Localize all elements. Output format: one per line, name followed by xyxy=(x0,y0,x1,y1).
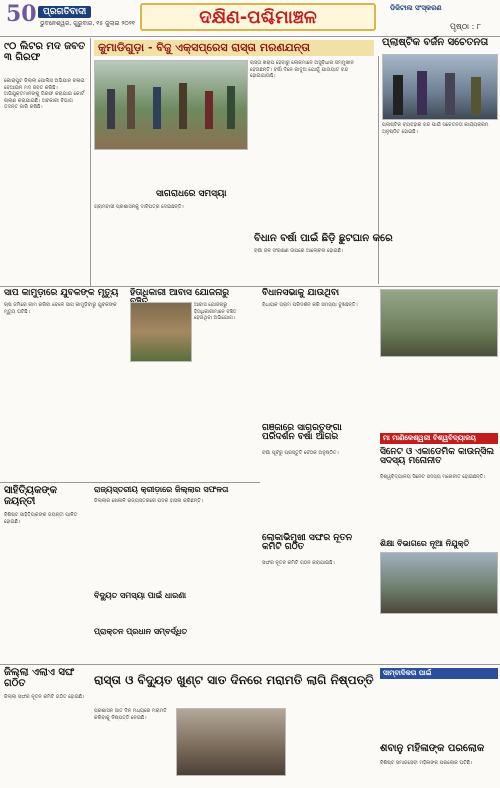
edition-label: ଡିଜିଟାଲ ସଂସ୍କରଣ xyxy=(390,4,442,12)
headline-plastic-ban: ପ୍ଲାଷ୍ଟିକ ବର୍ଜନ ସଚେତନତା xyxy=(382,37,489,48)
headline-literary: ସାହିତ୍ୟିକଙ୍କ ଜୟନ୍ତୀ xyxy=(4,485,58,507)
photo-plastic-awareness xyxy=(382,54,498,120)
article-body-committee xyxy=(262,560,374,620)
article-text: ବିଧାୟକ ଗ୍ରାମ ପରିଦର୍ଶନ କରି ସମସ୍ୟା ବୁଝିଛନ୍ତି। xyxy=(262,302,358,308)
row-rule xyxy=(0,286,500,287)
article-text: ବିଶ୍ୱବିଦ୍ୟାଳୟ ସିନେଟ ସଦସ୍ୟ ମନୋନୀତ ହୋଇଛନ୍ତି। xyxy=(380,474,486,480)
headline-felicitation: ପ୍ରାକ୍ତନ ପ୍ରଧାନ ସମ୍ବର୍ଦ୍ଧିତ xyxy=(94,627,188,636)
article-text: ଜିଲ୍ଲା ସଙ୍ଘର ନୂତନ କମିଟି ଗଠିତ ହୋଇଛି। xyxy=(4,694,85,700)
person-figure xyxy=(205,91,213,129)
newspaper-name: ପ୍ରଗତିବାଦୀ xyxy=(38,6,91,18)
article-text: ଚାଷ ଜମିରେ କାମ କରିବା ବେଳେ ସାପ କାମୁଡ଼ିବାରୁ ଯୁବକଙ୍କ ମୃତ୍ୟୁ ଘଟିଛି। xyxy=(4,302,117,315)
article-text: ବର୍ଷା ପୂର୍ବରୁ ପ୍ରସ୍ତୁତି ବୈଠକ ଅନୁଷ୍ଠିତ। xyxy=(262,450,339,456)
person-figure xyxy=(153,87,161,129)
article-text: କୋରାପୁଟ ଜିଲ୍ଲା ପୋଲିସ ଅଭିଯାନ ଚଳାଇ ବେଆଇନ ମଦ ଜବତ କରିଛି। ଅଭିଯୁକ୍ତମାନଙ୍କୁ ଗିରଫ କରାଯାଇ କୋର୍ଟ ଚାଲାଣ କରାଯାଇଛି। ଅବକାରୀ ବିଭାଗ ତଦନ୍ତ ଜାରି ରଖିଛି। xyxy=(4,78,85,110)
headline-assembly: ବିଧାନସଭାକୁ ଯାଉଥିବା xyxy=(262,288,340,298)
photo-assembly-meeting xyxy=(380,289,498,357)
headline-university: ମା ମାଣିକେଶ୍ୱରୀ ବିଶ୍ୱବିଦ୍ୟାଳୟ xyxy=(380,433,498,444)
person-figure xyxy=(471,77,481,115)
photo-meeting-hall xyxy=(176,708,286,776)
person-figure xyxy=(179,83,187,129)
headline-sports: ରାଜ୍ୟସ୍ତରୀୟ କ୍ରୀଡ଼ାରେ ଜିଲ୍ଲାର ସଫଳତା xyxy=(94,485,229,494)
article-text: ପ୍ଲାଷ୍ଟିକ ବ୍ୟବହାର ବନ୍ଦ ପାଇଁ ସଚେତନତା କାର୍ଯ୍ୟକ୍ରମ ଅନୁଷ୍ଠିତ ହୋଇଛି। xyxy=(382,122,489,135)
person-figure xyxy=(445,73,455,115)
dateline: ଭୁବନେଶ୍ୱର, ଗୁରୁବାର, ୧୫ ଜୁଲାଇ ୨୦୨୧ xyxy=(40,20,135,27)
article-text: ବର୍ଷା ଜଳ ସଂରକ୍ଷଣ ଉପରେ ଆଲୋଚନା ହୋଇଛି। xyxy=(254,248,344,254)
article-body-housing xyxy=(194,302,254,482)
article-body-snakebite xyxy=(4,302,124,482)
headline-rain-visit: ଗଞ୍ଜାରେ ସାଗରତୁଙ୍ଗା ପରିଦର୍ଶନ ବର୍ଷା ଆଗର xyxy=(262,423,342,443)
headline-power: ବିଦ୍ୟୁତ ସମସ୍ୟା ପାଇଁ ଧାରଣା xyxy=(94,591,187,600)
headline-district-union: ଜିଲ୍ଲା ଏଲାଏ ସଙ୍ଘ ଗଠିତ xyxy=(4,667,75,689)
column-divider xyxy=(90,38,91,286)
article-body-obituary xyxy=(380,760,498,786)
article-text: ବିଶିଷ୍ଟ ସାହିତ୍ୟିକଙ୍କ ଜୟନ୍ତୀ ପାଳିତ ହୋଇଛି। xyxy=(4,512,78,525)
article-body-senate xyxy=(380,474,498,534)
article-body-road-repair xyxy=(94,708,174,784)
article-text: ରାସ୍ତା ଖରାପ ହେବାରୁ ଲୋକମାନେ ଅସୁବିଧାର ସମ୍ମୁଖୀନ ହେଉଛନ୍ତି। ବର୍ଷା ଦିନେ କାଦୁଅ ଯୋଗୁଁ ଯାତାୟାତ ବନ୍ଦ ହୋଇଯାଉଛି। xyxy=(250,60,354,79)
article-body-road xyxy=(250,60,374,230)
row-rule xyxy=(0,482,260,483)
headline-senate: ସିନେଟ ଓ ଏକାଡେମିକ କାଉନ୍ସିଲ ସଦସ୍ୟ ମନୋନୀତ xyxy=(380,447,495,467)
person-figure xyxy=(417,71,427,115)
article-text: ସଙ୍ଘର ନୂତନ କମିଟି ଗଠନ କରାଯାଇଛି। xyxy=(262,560,335,566)
headline-lead-road: କୁମାଡିଗୁଡ଼ା - ବିଜୁ ଏକ୍ସପ୍ରେସ ରାସ୍ତା ମରଣଯନ୍ତା xyxy=(94,40,374,56)
article-body-rain-visit xyxy=(262,450,374,530)
page-number: ପୃଷ୍ଠା : ୮ xyxy=(450,22,482,31)
section-banner: ଦକ୍ଷିଣ-ପଶ୍ଚିମାଞ୍ଚଳ xyxy=(140,3,376,31)
headline-obituary: ଶବାନୁ ମହିଳାଙ୍କ ପରଲୋକ xyxy=(380,743,485,754)
article-body-sports xyxy=(94,498,258,588)
person-figure xyxy=(227,86,235,129)
anniversary-logo: 50 xyxy=(6,1,37,27)
person-figure xyxy=(107,89,115,129)
headline-snakebite: ସାପ କାମୁଡ଼ାରେ ଯୁବକଙ୍କ ମୃତ୍ୟୁ xyxy=(4,288,119,298)
headline-rain-session: ବିଧାନ ବର୍ଷା ପାଇଁ ଛିଡ଼ି ଛୁଟଘାନ କରେ xyxy=(254,233,393,244)
masthead xyxy=(0,0,500,36)
article-body-literary xyxy=(4,512,88,662)
article-body-assembly xyxy=(262,302,372,422)
headline-housing: ହିତାଧିକାରୀ ଆବାସ ଯୋଜନାରୁ xyxy=(130,288,230,298)
article-text: ଗ୍ରାମବାସୀ ପ୍ରଶାସନକୁ ଦାବିପତ୍ର ଦେଇଛନ୍ତି। xyxy=(94,204,184,210)
person-figure xyxy=(393,75,403,115)
article-body-rain xyxy=(254,248,498,284)
photo-housing-family xyxy=(130,302,192,362)
article-text: ଜିଲ୍ଲାର ଖେଳାଳି ରାଜ୍ୟସ୍ତରରେ ପଦକ ହାସଲ କରିଛନ୍ତି। xyxy=(94,498,204,504)
article-body-district-union xyxy=(4,694,88,784)
headline-journalism: ସାମ୍ବାଦିକତା ପାଇଁ xyxy=(380,668,498,679)
article-body-liquor xyxy=(4,78,88,284)
headline-education: ଶିକ୍ଷା ବିଭାଗରେ ନୂଆ ନିଯୁକ୍ତି xyxy=(380,539,470,548)
article-text: ଆବାସ ଯୋଜନାରୁ ହିତାଧିକାରୀମାନେ ବଞ୍ଚିତ ହେଉଥିବା ଅଭିଯୋଗ। xyxy=(194,302,237,321)
article-body-sagaradhar xyxy=(94,204,246,232)
article-body-plastic xyxy=(382,122,498,212)
photo-education-crowd xyxy=(380,552,498,614)
headline-committee: ଲୋକାଭିମୁଖୀ ସଙ୍ଘର ନୂତନ କମିଟି ଗଠିତ xyxy=(262,533,353,553)
article-text: ପ୍ରଶାସନ ସାତ ଦିନ ମଧ୍ୟରେ ମରାମତି କରିବାକୁ ନିଷ୍ପତ୍ତି ନେଇଛି। xyxy=(94,708,167,721)
person-figure xyxy=(127,85,135,129)
row-rule xyxy=(0,664,500,665)
headline-sagaradhar: ସାଗରାଧରେ ସମସ୍ୟା xyxy=(156,189,227,199)
headline-liquor-seized: ୯୦ ଲିଟର ମଦ ଜବତ ୩ ଗିରଫ xyxy=(4,41,86,63)
headline-road-repair: ରାସ୍ତା ଓ ବିଦ୍ୟୁତ ଖୁଣ୍ଟ ସାତ ଦିନରେ ମରାମତି ଲାଗି ନିଷ୍ପତ୍ତି xyxy=(94,673,374,687)
photo-road-villagers xyxy=(94,60,248,150)
article-text: ବିଶିଷ୍ଟ ସମାଜସେବୀ ମହିଳାଙ୍କ ପରଲୋକ ଘଟିଛି। xyxy=(380,760,473,766)
